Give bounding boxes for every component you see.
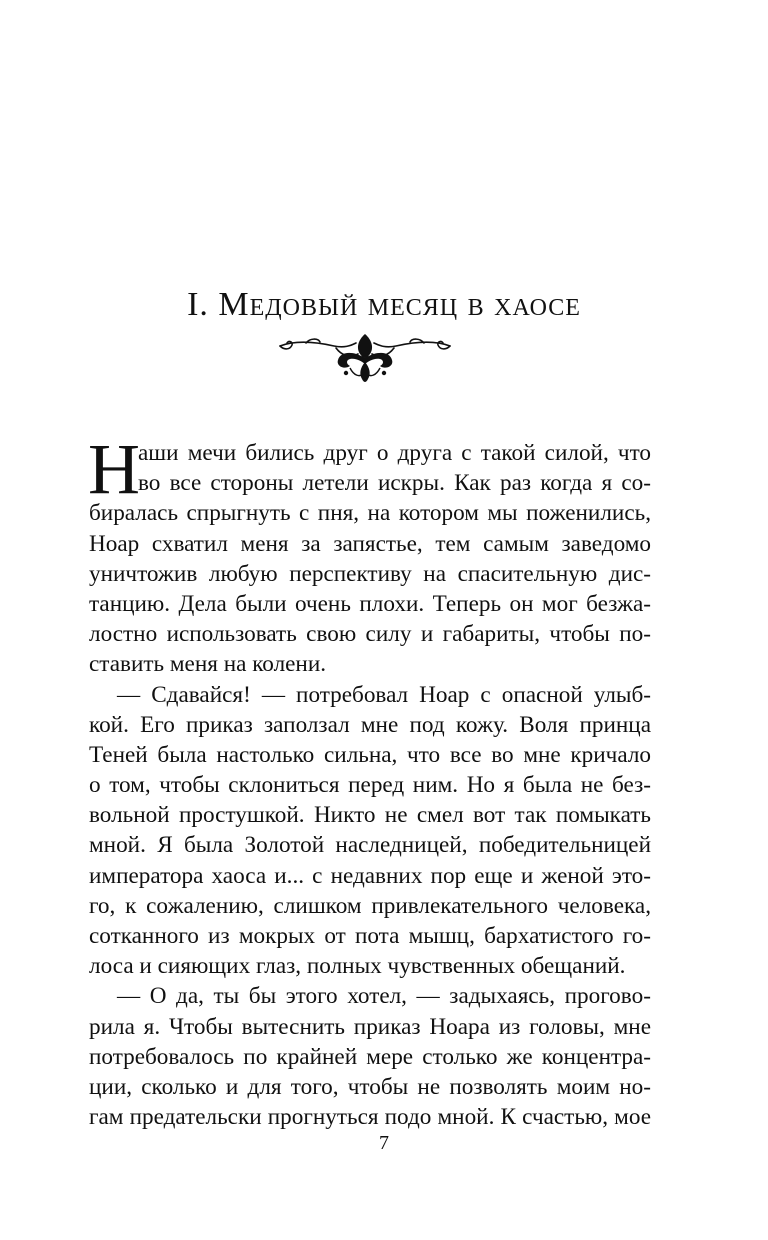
text-line: кой. Его приказ заползал мне под кожу. Воля принца bbox=[89, 711, 651, 738]
text-line: гам предательски прогнуться подо мной. К счастью, мое bbox=[89, 1104, 651, 1131]
text-line: лостно использовать свою силу и габариты, чтобы по- bbox=[89, 621, 651, 648]
text-line: ставить меня на колени. bbox=[89, 651, 327, 678]
text-line: аши мечи бились друг о друга с такой силой, что bbox=[138, 440, 651, 466]
text-line: танцию. Дела были очень плохи. Теперь он мог безжа- bbox=[89, 590, 651, 617]
text-line: о том, чтобы склониться перед ним. Но я была не без- bbox=[89, 772, 651, 799]
text-line: биралась спрыгнуть с пня, на котором мы поженились, bbox=[89, 500, 651, 527]
floral-divider-ornament-icon bbox=[276, 330, 454, 384]
text-line: уничтожив любую перспективу на спасительную дис- bbox=[89, 560, 651, 587]
text-line: го, к сожалению, слишком привлекательного человека, bbox=[89, 892, 651, 919]
text-line: сотканного из мокрых от пота мышц, бархатистого го- bbox=[89, 923, 651, 949]
text-line: мной. Я была Золотой наследницей, победительницей bbox=[89, 832, 651, 859]
text-line: — О да, ты бы этого хотел, — задыхаясь, проговo- bbox=[117, 983, 651, 1010]
text-line: Теней была настолько сильна, что все во мне кричало bbox=[89, 741, 651, 768]
drop-cap: Н bbox=[88, 429, 140, 509]
text-line: рила я. Чтобы вытеснить приказ Ноара из головы, мне bbox=[89, 1013, 651, 1040]
text-line: императора хаоса и... с недавних пор еще и женой это- bbox=[89, 862, 651, 889]
text-line: ции, сколько и для того, чтобы не позволять моим но- bbox=[89, 1073, 651, 1100]
text-line: лоса и сияющих глаз, полных чувственных обещаний. bbox=[89, 953, 626, 980]
chapter-body bbox=[88, 429, 651, 1132]
text-line: вольной простушкой. Никто не смел вот так помыкать bbox=[89, 802, 651, 829]
text-line: Ноар схватил меня за запястье, тем самым заведомо bbox=[89, 530, 651, 557]
text-line: во все стороны летели искры. Как раз когда я со- bbox=[138, 470, 651, 497]
page-number: 7 bbox=[379, 1132, 389, 1154]
text-line: — Сдавайся! — потребовал Ноар с опасной улыб- bbox=[117, 681, 651, 708]
text-line: потребовалось по крайней мере столько же концентра- bbox=[89, 1043, 651, 1070]
chapter-title: I. Медовый месяц в хаосе bbox=[187, 286, 581, 323]
